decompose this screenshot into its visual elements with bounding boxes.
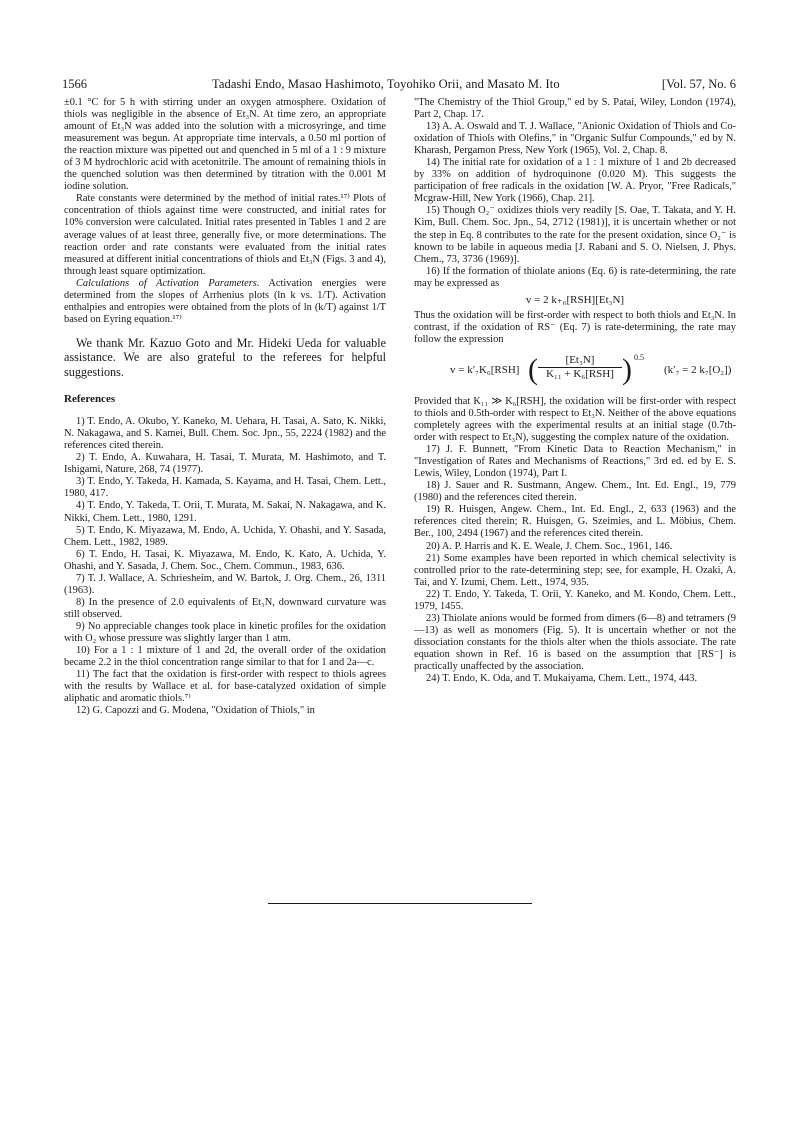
reference-item: 22) T. Endo, Y. Takeda, T. Orii, Y. Kaneko, and M. Kondo, Chem. Lett., 1979, 1455. [414,588,736,612]
reference-item: 12) G. Capozzi and G. Modena, "Oxidation of Thiols," in [76,705,315,717]
reference-item: 18) J. Sauer and R. Sustmann, Angew. Chem., Int. Ed. Engl., 19, 779 (1980) and the references cited therein. [414,480,736,504]
reference-item: 14) The initial rate for oxidation of a 1 : 1 mixture of 1 and 2b decreased by 33% on addition of hydroquinone (0.020 M). This suggests the participation of free radicals in the oxidation [W. A. Pryor, "Free Radicals," Mcgraw-Hill, New York (1966), Chap. 21]. [414,157,736,205]
rate-constants-paragraph: Rate constants were determined by the method of initial rates.¹⁷⁾ Plots of concentration of thiols against time were constructed, and initial rates for 10% conversion were calculated. Initial rates presented in Tables 1 and 2 are average values of at least three, generally five, or more determinations. The reaction order and rate constants were evaluated from the initial rates measured at different initial concentrations of thiols and Et₃N (Figs. 3 and 4), through least square optimization. [64,193,386,277]
reference-item: 2) T. Endo, A. Kuwahara, H. Tasai, T. Murata, M. Hashimoto, and T. Ishigami, Nature, 268, 74 (1977). [64,452,386,476]
left-column [64,97,386,717]
reference-item: 17) J. F. Bunnett, "From Kinetic Data to Reaction Mechanism," in "Investigation of Rates and Mechanisms of Reactions," 3rd ed. ed by E. S. Lewis, Wiley, London (1974), Part I. [414,444,736,480]
reference-continuation: Thus the oxidation will be first-order with respect to both thiols and Et₃N. In contrast, if the oxidation of RS⁻ (Eq. 7) is rate-determining, the rate may follow the expression [414,309,736,345]
reference-item: 5) T. Endo, K. Miyazawa, M. Endo, A. Uchida, Y. Ohashi, and Y. Sasada, Chem. Lett., 1982, 1989. [64,524,386,548]
page-number: 1566 [62,77,87,91]
reference-item: 1) T. Endo, A. Okubo, Y. Kaneko, M. Uehara, H. Tasai, A. Sato, K. Nikki, N. Nakagawa, and S. Kamei, Bull. Chem. Soc. Jpn., 55, 2224 (1982) and the references cited therein. [64,416,386,452]
rate-equation-1: v = 2 k₊₆[RSH][Et₃N] [525,293,625,306]
reference-item: 6) T. Endo, H. Tasai, K. Miyazawa, M. Endo, K. Kato, A. Uchida, Y. Ohashi, and Y. Sasada, J. Chem. Soc., Chem. Commun., 1983, 636. [64,548,386,572]
reference-item: 23) Thiolate anions would be formed from dimers (6—8) and tetramers (9—13) as well as monomers (Fig. 5). It is uncertain whether or not the dissociation constants for the thiols alter when the thiols associate. The rate equation shown in Ref. 16 is based on the assumption that [RS⁻] is practically unaffected by the association. [414,612,736,672]
reference-item: 10) For a 1 : 1 mixture of 1 and 2d, the overall order of the oxidation became 2.2 in the thiol concentration range similar to that for 1 and 2a—c. [64,645,386,669]
reference-item: 4) T. Endo, Y. Takeda, T. Orii, T. Murata, M. Sakai, N. Nakagawa, and K. Nikki, Chem. Lett., 1980, 1291. [64,500,386,524]
reference-item: 7) T. J. Wallace, A. Schriesheim, and W. Bartok, J. Org. Chem., 26, 1311 (1963). [64,572,386,596]
right-paren: ) [622,352,632,386]
reference-item: 13) A. A. Oswald and T. J. Wallace, "Anionic Oxidation of Thiols and Co-oxidation of Thiols with Olefins," in "Organic Sulfur Compounds," ed by N. Kharash, Pergamon Press, New York (1965), Vol. 2, Chap. 8. [414,121,736,157]
header-volume: [Vol. 57, No. 6 [661,77,736,91]
equation-definition: (k′₇ = 2 k₇[O₂]) [664,363,732,376]
reference-item: 8) In the presence of 2.0 equivalents of Et₃N, downward curvature was still observed. [64,596,386,620]
reference-continuation: "The Chemistry of the Thiol Group," ed by S. Patai, Wiley, London (1974), Part 2, Chap. 17. [414,97,736,121]
left-paren: ( [528,352,538,386]
right-column [414,97,736,685]
running-header [62,75,736,93]
reference-item: 24) T. Endo, K. Oda, and T. Mukaiyama, Chem. Lett., 1974, 443. [426,673,698,685]
equation-numerator: [Et₃N] [538,354,622,368]
activation-paragraph [64,278,386,326]
end-rule [268,903,532,904]
equation-lhs: v = k′₇K₆[RSH] [450,363,520,376]
equation-exponent: 0.5 [634,352,644,362]
activation-title: Calculations of Activation Parameters. [76,277,260,289]
reference-item: 19) R. Huisgen, Angew. Chem., Int. Ed. Engl., 2, 633 (1963) and the references cited therein; R. Huisgen, G. Szeimies, and L. Möbius, Chem. Ber., 100, 2494 (1967) and the references cited therein. [414,504,736,540]
header-authors: Tadashi Endo, Masao Hashimoto, Toyohiko Orii, and Masato M. Ito [212,77,560,91]
references-heading: References [64,393,116,406]
reference-item: 11) The fact that the oxidation is first-order with respect to thiols agrees with the results by Wallace et al. for base-catalyzed oxidation of simple aliphatic and aromatic thiols.⁷⁾ [64,669,386,705]
reference-item: 3) T. Endo, Y. Takeda, H. Kamada, S. Kayama, and H. Tasai, Chem. Lett., 1980, 417. [64,476,386,500]
experimental-paragraph: ±0.1 °C for 5 h with stirring under an oxygen atmosphere. Oxidation of thiols was negligible in the absence of Et₃N. At time zero, an appropriate amount of Et₃N was added into the solution with a microsyringe, and time measurement was begun. At appropriate time intervals, a 0.50 ml portion of the reaction mixture was pipetted out and quenched in 5 ml of a 1 : 9 mixture of 3 M hydrochloric acid with acetonitrile. The amount of remaining thiols in the quenched solution was then determined by titration with the 0.001 M iodine solution. [64,97,386,193]
equation-denominator: K₁₁ + K₆[RSH] [546,367,614,380]
acknowledgement: We thank Mr. Kazuo Goto and Mr. Hideki Ueda for valuable assistance. We are also grateful to the referees for helpful suggestions. [64,335,386,379]
reference-item: 16) If the formation of thiolate anions (Eq. 6) is rate-determining, the rate may be expressed as [414,265,736,289]
reference-continuation: Provided that K₁₁ ≫ K₆[RSH], the oxidation will be first-order with respect to thiols and 0.5th-order with respect to Et₃N. Neither of the above equations completely agrees with the experimental results at an initial stage (0.7th-order with respect to Et₃N), suggesting the complex nature of the oxidation. [414,395,736,444]
reference-item: 20) A. P. Harris and K. E. Weale, J. Chem. Soc., 1961, 146. [426,540,673,552]
reference-item: 15) Though O₂⁻ oxidizes thiols very readily [S. Oae, T. Takata, and Y. H. Kim, Bull. Chem. Soc. Jpn., 54, 2712 (1981)], it is uncertain whether or not the step in Eq. 8 contributes to the rate for the present oxidation, since O₂⁻ is known to be labile in aqueous media [J. Rabani and S. O. Nielsen, J. Phys. Chem., 73, 3736 (1969)]. [414,205,736,265]
reference-item: 21) Some examples have been reported in which chemical selectivity is controlled prior to the rate-determining step; see, for example, H. Ozaki, A. Tai, and Y. Izumi, Chem. Lett., 1974, 935. [414,552,736,588]
reference-item: 9) No appreciable changes took place in kinetic profiles for the oxidation with O₂ whose pressure was slightly larger than 1 atm. [64,620,386,644]
activation-text: Activation energies were determined from the slopes of Arrhenius plots (ln k vs. 1/T). Activation enthalpies and entropies were obtained from the plots of ln (k/T) against 1/T based on Eyring equation.¹⁷⁾ [64,277,386,325]
equation-fraction [538,354,622,380]
rate-equation-2 [414,352,736,392]
